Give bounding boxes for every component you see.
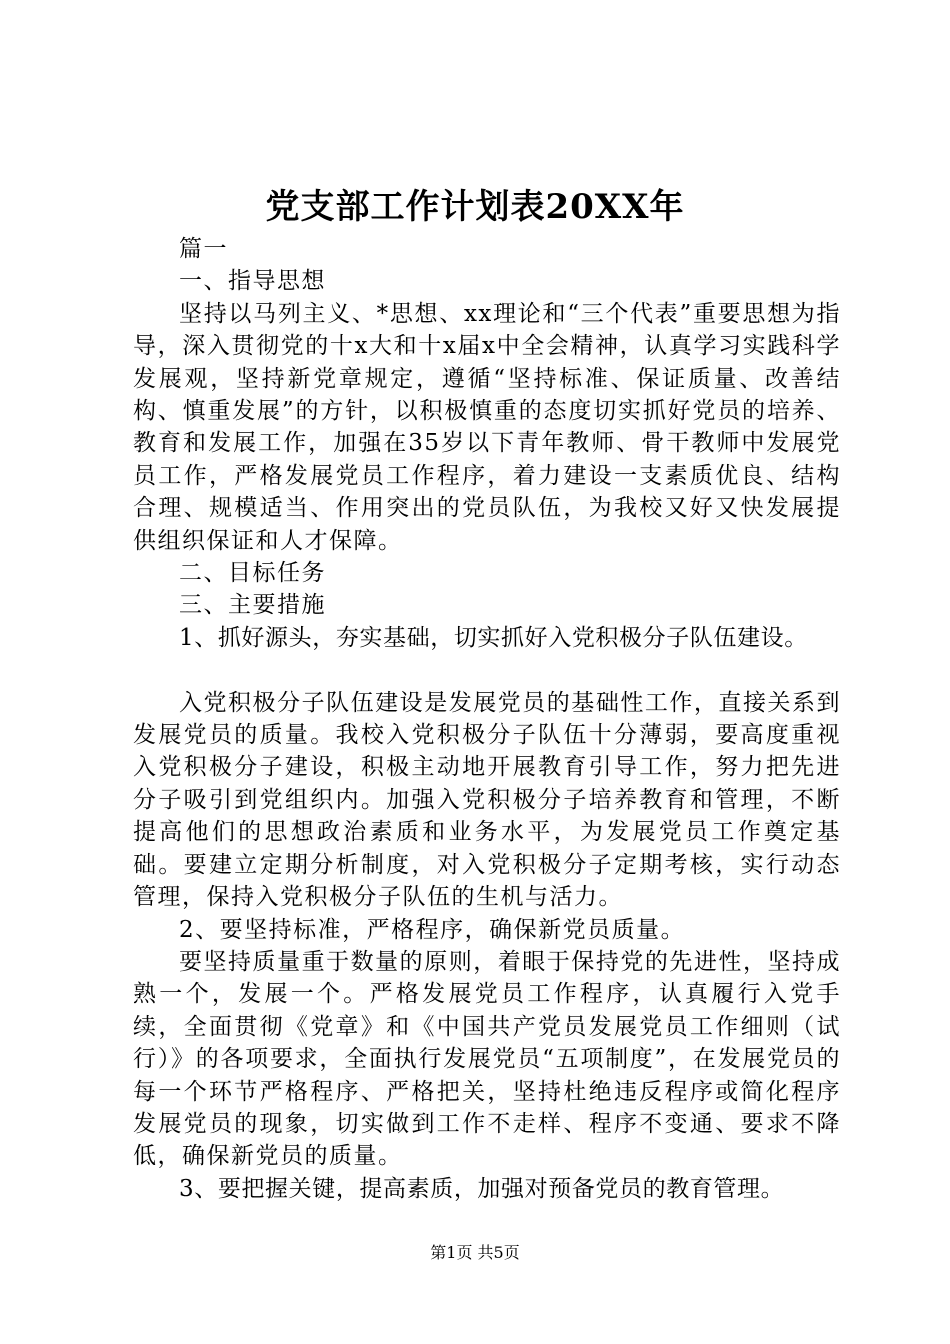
document-title: 党支部工作计划表20XX年	[265, 187, 685, 227]
page-number-footer: 第1页 共5页	[430, 1243, 520, 1262]
measure-2-heading: 2、要坚持标准，严格程序，确保新党员质量。	[179, 916, 686, 943]
measure-1-heading: 1、抓好源头，夯实基础，切实抓好入党积极分子队伍建设。	[179, 624, 808, 651]
measure-3-heading: 3、要把握关键，提高素质，加强对预备党员的教育管理。	[179, 1175, 785, 1202]
paragraph-guiding-ideology: 坚持以马列主义、*思想、xx理论和“三个代表”重要思想为指导，深入贯彻党的十x大和十x届x中全会精神，认真学习实践科学发展观，坚持新党章规定，遵循“坚持标准、保证质量、改善结构、慎重发展”的方针，以积极慎重的态度切实抓好党员的培养、教育和发展工作，加强在35岁以下青年教师、骨干教师中发展党员工作，严格发展党员工作程序，着力建设一支素质优良、结构合理、规模适当、作用突出的党员队伍，为我校又好又快发展提供组织保证和人才保障。	[133, 300, 841, 554]
section-label: 篇一	[179, 236, 228, 262]
measure-1-paragraph: 入党积极分子队伍建设是发展党员的基础性工作，直接关系到发展党员的质量。我校入党积极分子队伍十分薄弱，要高度重视入党积极分子建设，积极主动地开展教育引导工作，努力把先进分子吸引到党组织内。加强入党积极分子培养教育和管理，不断提高他们的思想政治素质和业务水平，为发展党员工作奠定基础。要建立定期分析制度，对入党积极分子定期考核，实行动态管理，保持入党积极分子队伍的生机与活力。	[133, 689, 841, 911]
heading-measures: 三、主要措施	[179, 592, 326, 619]
measure-2-paragraph: 要坚持质量重于数量的原则，着眼于保持党的先进性，坚持成熟一个，发展一个。严格发展党员工作程序，认真履行入党手续，全面贯彻《党章》和《中国共产党员发展党员工作细则（试行）》的各项要求，全面执行发展党员“五项制度”，在发展党员的每一个环节严格程序、严格把关，坚持杜绝违反程序或简化程序发展党员的现象，切实做到工作不走样、程序不变通、要求不降低，确保新党员的质量。	[133, 948, 841, 1170]
document-body	[133, 233, 841, 1205]
paragraph-gap	[133, 654, 841, 686]
heading-goals: 二、目标任务	[179, 560, 326, 587]
heading-guiding-ideology: 一、指导思想	[179, 268, 326, 295]
